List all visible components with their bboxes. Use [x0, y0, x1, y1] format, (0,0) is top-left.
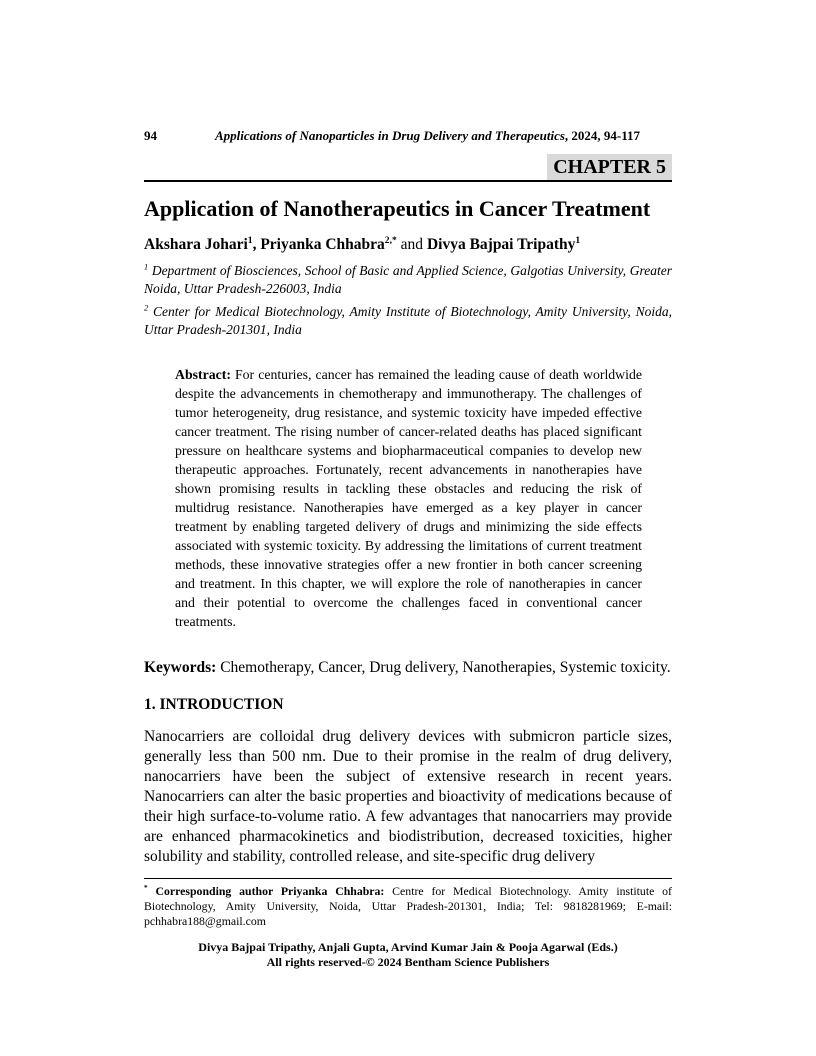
abstract-label: Abstract: — [175, 367, 231, 382]
affiliations — [144, 262, 672, 339]
affiliation-1-text: Department of Biosciences, School of Basic and Applied Science, Galgotias University, Greater Noida, Uttar Pradesh-226003, India — [144, 263, 672, 296]
author-separator-2: and — [396, 236, 427, 253]
page-number: 94 — [144, 128, 157, 143]
page-footer — [144, 940, 672, 970]
author-name-1: Akshara Johari — [144, 236, 248, 253]
authors-line — [144, 235, 672, 254]
corresponding-author-footnote — [144, 884, 672, 929]
running-title — [215, 128, 640, 144]
author-affil-marker-2: 2,* — [384, 234, 397, 246]
footnote-label: Corresponding author Priyanka Chhabra: — [155, 884, 385, 898]
chapter-title: Application of Nanotherapeutics in Cancer Treatment — [144, 196, 651, 221]
header-rule — [144, 180, 672, 182]
author-affil-marker-3: 1 — [575, 234, 581, 246]
author-name-2: Priyanka Chhabra — [260, 236, 385, 253]
abstract-text: For centuries, cancer has remained the leading cause of death worldwide despite the advancements in chemotherapy and immunotherapy. The challenges of tumor heterogeneity, drug resistance, and systemic toxicity have impeded effective cancer treatment. The rising number of cancer-related deaths has placed significant pressure on healthcare systems and biopharmaceutical companies to develop new therapeutic approaches. Fortunately, recent advancements in nanotherapies have shown promising results in tackling these obstacles and reducing the risk of multidrug resistance. Nanotherapies have emerged as a key player in cancer treatment by enabling targeted delivery of drugs and minimizing the side effects associated with systemic toxicity. By addressing the limitations of current treatment methods, these innovative strategies offer a new frontier in both cancer screening and treatment. In this chapter, we will explore the role of nanotherapies in cancer and their potential to overcome the challenges faced in conventional cancer treatments. — [175, 367, 643, 629]
footnote-marker: * — [144, 883, 148, 893]
affiliation-2 — [144, 303, 672, 339]
footer-editors: Divya Bajpai Tripathy, Anjali Gupta, Arvind Kumar Jain & Pooja Agarwal (Eds.) — [198, 940, 618, 954]
running-title-pages: , 2024, 94-117 — [564, 128, 641, 143]
chapter-badge-row — [144, 154, 672, 180]
running-head — [144, 128, 672, 144]
affiliation-2-marker: 2 — [144, 303, 149, 313]
footer-rights: All rights reserved-© 2024 Bentham Science Publishers — [266, 955, 550, 969]
affiliation-1 — [144, 262, 672, 298]
keywords-label: Keywords: — [144, 659, 217, 676]
section-heading-introduction: 1. INTRODUCTION — [144, 696, 284, 713]
footnote-text: Centre for Medical Biotechnology. Amity institute of Biotechnology, Amity University, Noida, Uttar Pradesh-201301, India; Tel: 9818281969; E-mail: pchhabra188@gmail.com — [144, 884, 672, 928]
running-title-book: Applications of Nanoparticles in Drug Delivery and Therapeutics — [215, 128, 565, 143]
chapter-badge: CHAPTER 5 — [547, 154, 672, 180]
affiliation-1-marker: 1 — [144, 262, 149, 272]
author-name-3: Divya Bajpai Tripathy — [426, 236, 576, 253]
author-separator-1: , — [252, 236, 261, 253]
keywords-text: Chemotherapy, Cancer, Drug delivery, Nanotherapies, Systemic toxicity. — [220, 659, 671, 676]
abstract — [175, 365, 642, 631]
introduction-paragraph: Nanocarriers are colloidal drug delivery devices with submicron particle sizes, generally less than 500 nm. Due to their promise in the realm of drug delivery, nanocarriers have been the subject of extensive research in recent years. Nanocarriers can alter the basic properties and bioactivity of medications because of their high surface-to-volume ratio. A few advantages that nanocarriers may provide are enhanced pharmacokinetics and biodistribution, decreased toxicities, higher solubility and stability, controlled release, and site-specific drug delivery — [144, 728, 672, 865]
keywords — [144, 658, 672, 678]
footnote-rule — [144, 878, 672, 879]
author-affil-marker-1: 1 — [247, 234, 253, 246]
affiliation-2-text: Center for Medical Biotechnology, Amity Institute of Biotechnology, Amity University, Noida, Uttar Pradesh-201301, India — [144, 304, 672, 337]
